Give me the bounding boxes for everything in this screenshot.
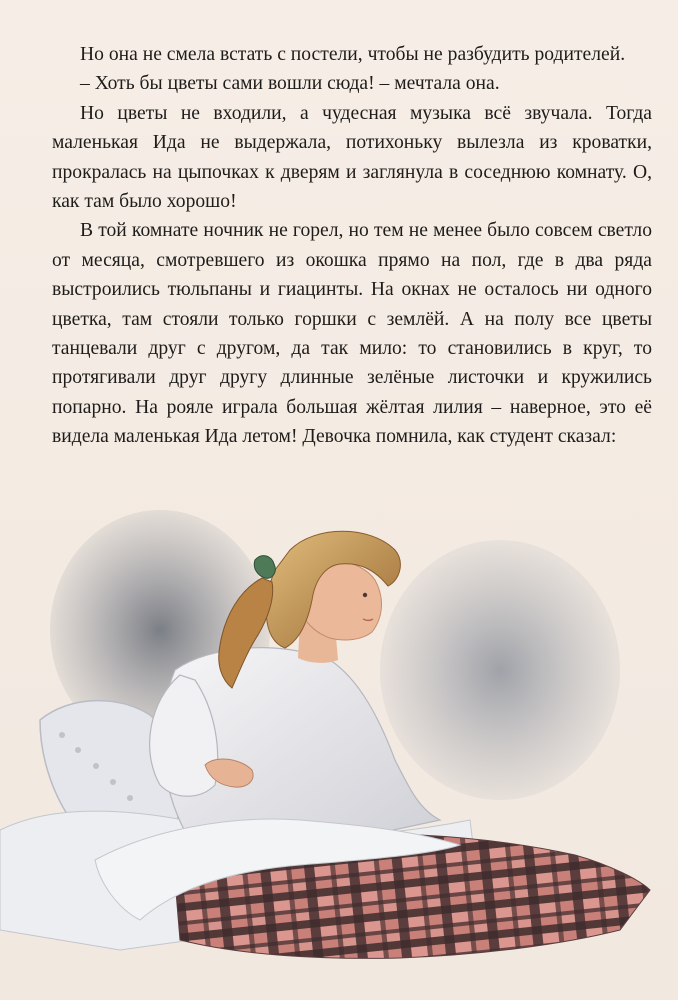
paragraph-3: Но цветы не входили, а чудесная музыка всё звучала. Тогда маленькая Ида не выдержала, потихоньку вылезла из кроватки, прокралась на цыпочках к дверям и заглянула в соседнюю комнату. О, как там было хорошо! [52,102,652,213]
paragraph-2: – Хоть бы цветы сами вошли сюда! – мечтала она. [80,73,500,95]
page-text [52,40,652,452]
eye [363,593,367,597]
illustration-girl-in-bed [0,500,678,1000]
paragraph-4: В той комнате ночник не горел, но тем не менее было совсем светло от месяца, смотревшего из окошка прямо на пол, где в два ряда выстроились тюльпаны и гиацинты. На окнах не осталось ни одного цветка, там стояли только горшки с землёй. А на полу все цветы танцевали друг с другом, да так мило: то становились в круг, то протягивали друг другу длинные зелёные листочки и кружились попарно. На рояле играла большая жёлтая лилия – наверное, это её видела маленькая Ида летом! Девочка помнила, как студент сказал: [52,220,652,448]
paragraph-1: Но она не смела встать с постели, чтобы не разбудить родителей. [80,44,626,65]
wall-shadow-right [380,540,620,800]
illustration-svg [0,500,678,1000]
